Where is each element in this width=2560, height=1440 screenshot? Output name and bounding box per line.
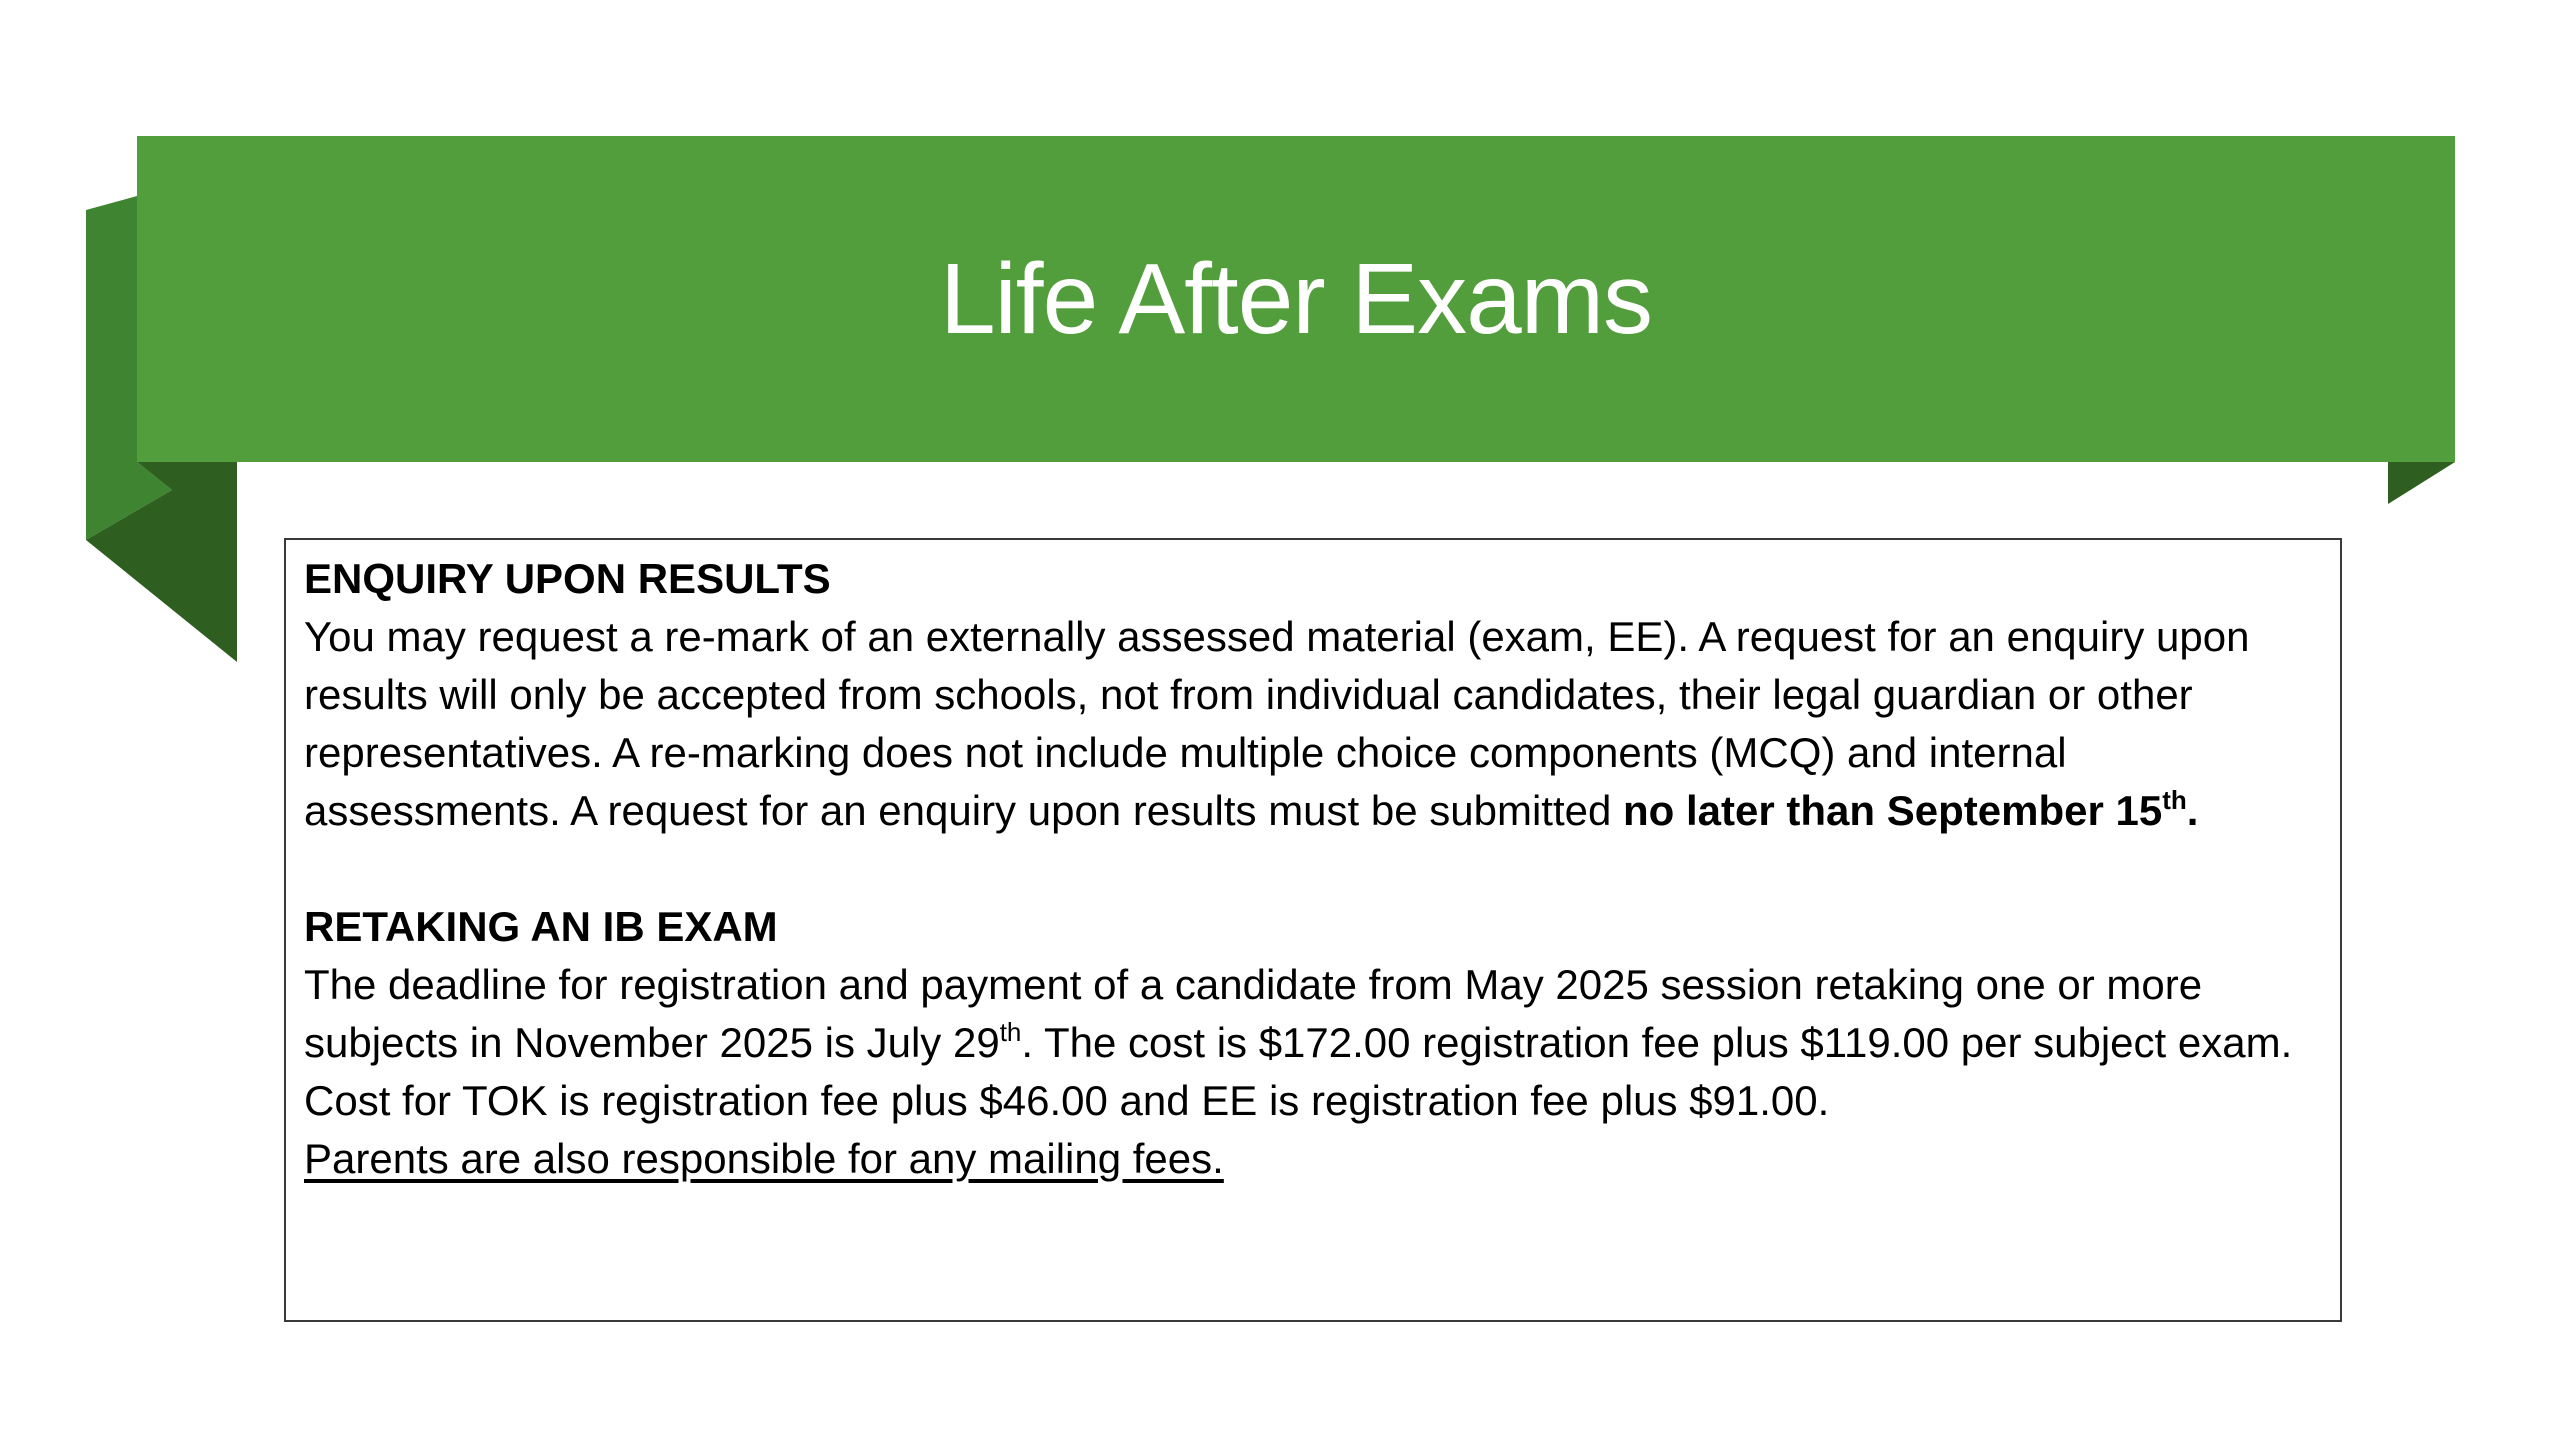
section-spacer [304,840,2320,898]
retake-body-part2: . The cost is $172.00 registration fee plus $119.00 per subject exam. Cost for TOK is registration fee plus $46.00 and EE is registration fee plus $91.00. [304,1019,2293,1124]
slide-title: Life After Exams [939,242,1653,355]
retake-heading: RETAKING AN IB EXAM [304,903,778,950]
content-box [284,538,2342,1322]
enquiry-heading: ENQUIRY UPON RESULTS [304,555,831,602]
enquiry-deadline-end: . [2186,787,2199,834]
enquiry-deadline-suffix: th [2162,785,2187,815]
enquiry-deadline-text: no later than September 15 [1623,787,2163,834]
ribbon-right-fold [2388,462,2455,504]
retake-date-suffix: th [999,1017,1022,1047]
enquiry-paragraph [304,608,2320,840]
enquiry-body: You may request a re-mark of an externally assessed material (exam, EE). A request for an enquiry upon results will only be accepted from schools, not from individual candidates, their legal guardian or other representatives. A re-marking does not include multiple choice components (MCQ) and internal assessments. A request for an enquiry upon results must be submitted [304,613,2250,834]
enquiry-deadline [1623,787,2198,834]
retake-paragraph [304,956,2320,1130]
retake-body-part1: The deadline for registration and payment of a candidate from May 2025 session retaking one or more subjects in November 2025 is July 29 [304,961,2203,1066]
mailing-fees-note: Parents are also responsible for any mailing fees. [304,1135,1224,1182]
